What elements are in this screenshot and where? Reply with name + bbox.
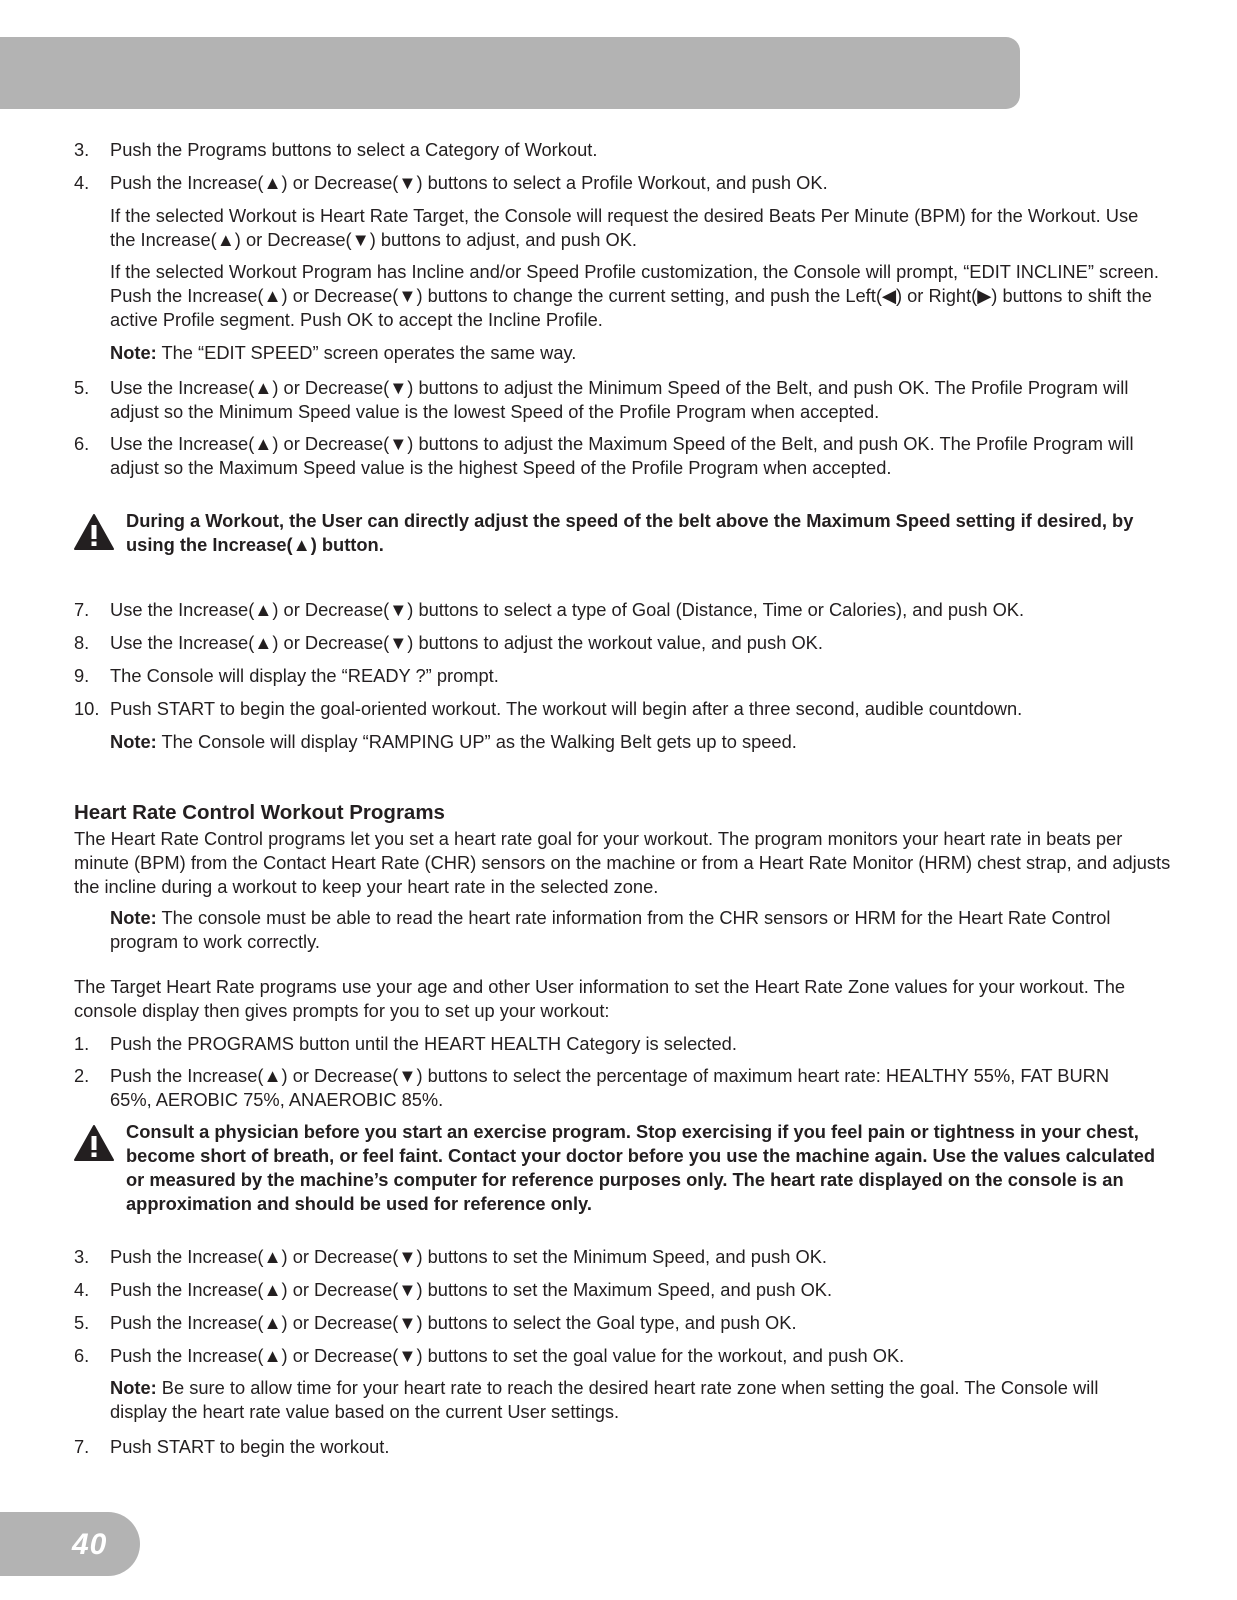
body-paragraph: The Target Heart Rate programs use your age and other User information to set the Heart Rate Zone values for your workout. The console display then gives prompts for you to set up your workout: — [74, 976, 1126, 1021]
list-item — [74, 697, 1154, 721]
note-label: Note: — [110, 342, 157, 363]
list-item-number: 3. — [74, 139, 90, 160]
list-item-text: Push the Increase(▲) or Decrease(▼) buttons to select a Profile Workout, and push OK. — [110, 172, 828, 193]
list-item-text: Use the Increase(▲) or Decrease(▼) buttons to adjust the workout value, and push OK. — [110, 632, 823, 653]
list-item — [74, 1032, 1154, 1056]
note-label: Note: — [110, 1377, 157, 1398]
list-item-text: Use the Increase(▲) or Decrease(▼) buttons to adjust the Maximum Speed of the Belt, and push OK. The Profile Program will adjust so the Maximum Speed value is the highest Speed of the Profile Program when accepted. — [110, 433, 1134, 478]
warning-block — [74, 1120, 1174, 1216]
note-text: Be sure to allow time for your heart rate to reach the desired heart rate zone when setting the goal. The Console will display the heart rate value based on the current User settings. — [110, 1377, 1099, 1422]
list-item — [74, 1064, 1154, 1112]
body-paragraph: The Heart Rate Control programs let you set a heart rate goal for your workout. The program monitors your heart rate in beats per minute (BPM) from the Contact Heart Rate (CHR) sensors on the machine or from a Heart Rate Monitor (HRM) chest strap, and adjusts the incline during a workout to keep your heart rate in the selected zone. — [74, 828, 1171, 897]
warning-text: Consult a physician before you start an exercise program. Stop exercising if you feel pain or tightness in your chest, become short of breath, or feel faint. Contact your doctor before you use the machine again. Use the values calculated or measured by the machine’s computer for reference purposes only. The heart rate displayed on the console is an approximation and should be used for reference only. — [126, 1121, 1156, 1214]
section-heading: Heart Rate Control Workout Programs — [74, 801, 445, 824]
list-item-number: 5. — [74, 1312, 90, 1333]
note-text: The Console will display “RAMPING UP” as the Walking Belt gets up to speed. — [156, 731, 797, 752]
note-label: Note: — [110, 731, 157, 752]
list-item-text: Push the Increase(▲) or Decrease(▼) buttons to select the percentage of maximum heart rate: HEALTHY 55%, FAT BURN 65%, AEROBIC 75%, ANAEROBIC 85%. — [110, 1065, 1110, 1110]
list-item-number: 9. — [74, 665, 90, 686]
indented-paragraph: If the selected Workout is Heart Rate Target, the Console will request the desired Beats Per Minute (BPM) for the Workout. Use the Increase(▲) or Decrease(▼) buttons to adjust, and push OK. — [110, 205, 1139, 250]
indented-paragraph: If the selected Workout Program has Incline and/or Speed Profile customization, the Console will prompt, “EDIT INCLINE” screen. Push the Increase(▲) or Decrease(▼) buttons to change the current setting, and push the Left(◀) or Right(▶) buttons to shift the active Profile segment. Push OK to accept the Incline Profile. — [110, 261, 1159, 330]
list-item-number: 8. — [74, 632, 90, 653]
warning-text: During a Workout, the User can directly adjust the speed of the belt above the Maximum Speed setting if desired, by using the Increase(▲) button. — [126, 510, 1134, 555]
list-item — [74, 631, 1154, 655]
list-item-number: 7. — [74, 599, 90, 620]
list-item-text: Push the Increase(▲) or Decrease(▼) buttons to set the goal value for the workout, and push OK. — [110, 1345, 905, 1366]
note-text: The console must be able to read the heart rate information from the CHR sensors or HRM for the Heart Rate Control program to work correctly. — [110, 907, 1111, 952]
list-item-text: Push the Programs buttons to select a Category of Workout. — [110, 139, 598, 160]
list-item — [74, 1311, 1154, 1335]
list-item — [74, 664, 1154, 688]
list-item — [74, 171, 1154, 195]
list-item-text: Push START to begin the goal-oriented workout. The workout will begin after a three second, audible countdown. — [110, 698, 1023, 719]
list-item-text: Push the Increase(▲) or Decrease(▼) buttons to set the Minimum Speed, and push OK. — [110, 1246, 827, 1267]
list-item-text: The Console will display the “READY ?” prompt. — [110, 665, 499, 686]
note — [110, 730, 1160, 754]
page-number-tab — [0, 1512, 140, 1576]
list-item-number: 5. — [74, 377, 90, 398]
list-item — [74, 1344, 1154, 1368]
note-text: The “EDIT SPEED” screen operates the same way. — [156, 342, 577, 363]
list-item-text: Use the Increase(▲) or Decrease(▼) buttons to select a type of Goal (Distance, Time or Calories), and push OK. — [110, 599, 1025, 620]
list-item-text: Push the PROGRAMS button until the HEART HEALTH Category is selected. — [110, 1033, 737, 1054]
list-item-number: 4. — [74, 1279, 90, 1300]
list-item-text: Push the Increase(▲) or Decrease(▼) buttons to select the Goal type, and push OK. — [110, 1312, 797, 1333]
warning-block — [74, 509, 1174, 557]
warning-icon — [74, 1124, 114, 1162]
list-item — [74, 138, 1154, 162]
page-number: 40 — [72, 1528, 108, 1561]
header-bar — [0, 37, 1020, 109]
list-item — [74, 376, 1154, 424]
list-item-text: Push the Increase(▲) or Decrease(▼) buttons to set the Maximum Speed, and push OK. — [110, 1279, 833, 1300]
note — [110, 906, 1160, 954]
note — [110, 1376, 1160, 1424]
list-item-number: 7. — [74, 1436, 90, 1457]
list-item-number: 3. — [74, 1246, 90, 1267]
list-item-text: Use the Increase(▲) or Decrease(▼) buttons to adjust the Minimum Speed of the Belt, and push OK. The Profile Program will adjust so the Minimum Speed value is the lowest Speed of the Profile Program when accepted. — [110, 377, 1129, 422]
list-item-number: 6. — [74, 433, 90, 454]
note — [110, 341, 1160, 365]
list-item-number: 6. — [74, 1345, 90, 1366]
list-item — [74, 598, 1154, 622]
list-item — [74, 432, 1154, 480]
list-item-number: 10. — [74, 698, 100, 719]
list-item — [74, 1245, 1154, 1269]
list-item-number: 2. — [74, 1065, 90, 1086]
list-item — [74, 1435, 1154, 1459]
list-item — [74, 1278, 1154, 1302]
list-item-text: Push START to begin the workout. — [110, 1436, 390, 1457]
note-label: Note: — [110, 907, 157, 928]
list-item-number: 4. — [74, 172, 90, 193]
list-item-number: 1. — [74, 1033, 90, 1054]
warning-icon — [74, 513, 114, 551]
